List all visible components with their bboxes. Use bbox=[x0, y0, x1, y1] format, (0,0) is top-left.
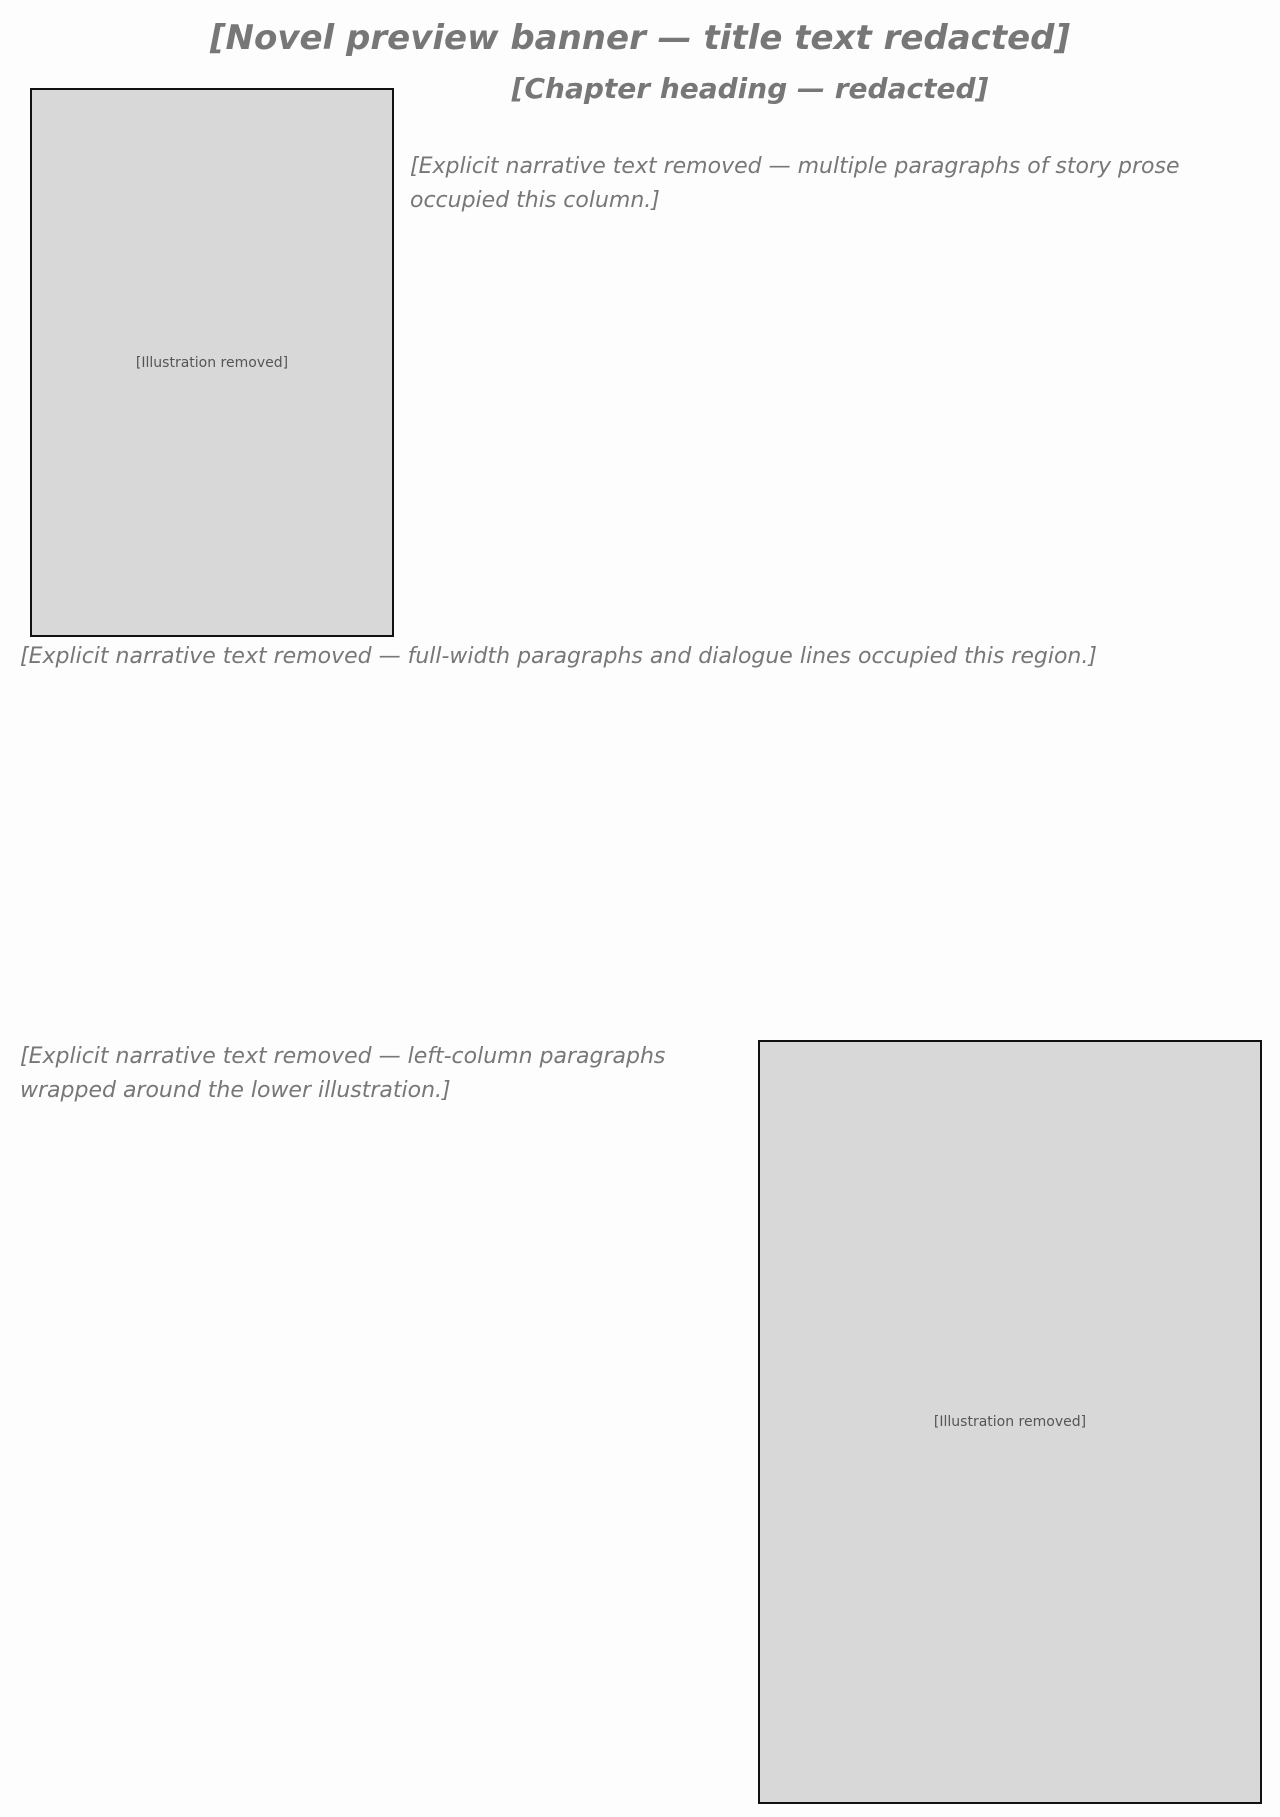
body-text-column-right: [Explicit narrative text removed — multiple paragraphs of story prose occupied this column.] bbox=[410, 154, 1180, 214]
chapter-title: [Chapter heading — redacted] bbox=[511, 72, 989, 105]
body-text-column-left: [Explicit narrative text removed — left-column paragraphs wrapped around the lower illustration.] bbox=[20, 1044, 666, 1104]
body-text-full-width: [Explicit narrative text removed — full-width paragraphs and dialogue lines occupied this region.] bbox=[20, 644, 1097, 669]
top-illustration: [Illustration removed] bbox=[30, 88, 394, 637]
bottom-illustration: [Illustration removed] bbox=[758, 1040, 1262, 1804]
page-banner: [Novel preview banner — title text redacted] bbox=[209, 18, 1071, 58]
